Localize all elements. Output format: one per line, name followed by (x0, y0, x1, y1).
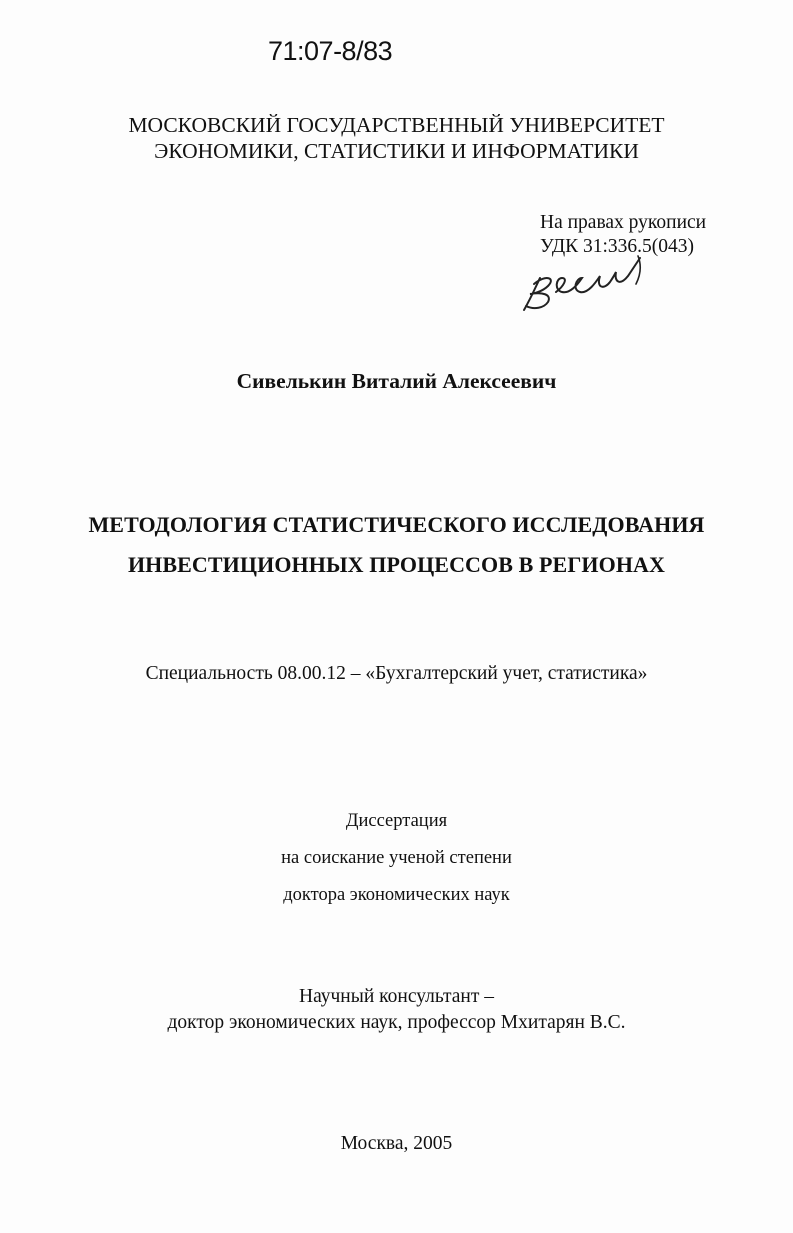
specialty: Специальность 08.00.12 – «Бухгалтерский учет, статистика» (145, 663, 648, 684)
title-line-1: МЕТОДОЛОГИЯ СТАТИСТИЧЕСКОГО ИССЛЕДОВАНИЯ (88, 512, 705, 537)
degree-line-2: на соискание ученой степени (281, 848, 512, 868)
rights-label: На правах рукописи (540, 212, 707, 233)
degree-info (0, 803, 793, 914)
archive-stamp: 71:07-8/83 (268, 36, 393, 66)
author-name: Сивелькин Виталий Алексеевич (236, 369, 557, 393)
university-name (0, 112, 793, 164)
city-year: Москва, 2005 (340, 1133, 453, 1154)
university-line-1: МОСКОВСКИЙ ГОСУДАРСТВЕННЫЙ УНИВЕРСИТЕТ (128, 113, 665, 137)
udc-code: УДК 31:336.5(043) (540, 236, 695, 257)
signature-icon (512, 248, 662, 316)
degree-line-3: доктора экономических наук (283, 885, 510, 905)
degree-line-1: Диссертация (345, 811, 448, 831)
dissertation-title (0, 505, 793, 585)
consultant-line-2: доктор экономических наук, профессор Мхитарян В.С. (167, 1012, 626, 1033)
consultant-line-1: Научный консультант – (299, 986, 494, 1007)
title-line-2: ИНВЕСТИЦИОННЫХ ПРОЦЕССОВ В РЕГИОНАХ (127, 552, 666, 577)
scientific-consultant (0, 984, 793, 1036)
university-line-2: ЭКОНОМИКИ, СТАТИСТИКИ И ИНФОРМАТИКИ (154, 139, 639, 163)
